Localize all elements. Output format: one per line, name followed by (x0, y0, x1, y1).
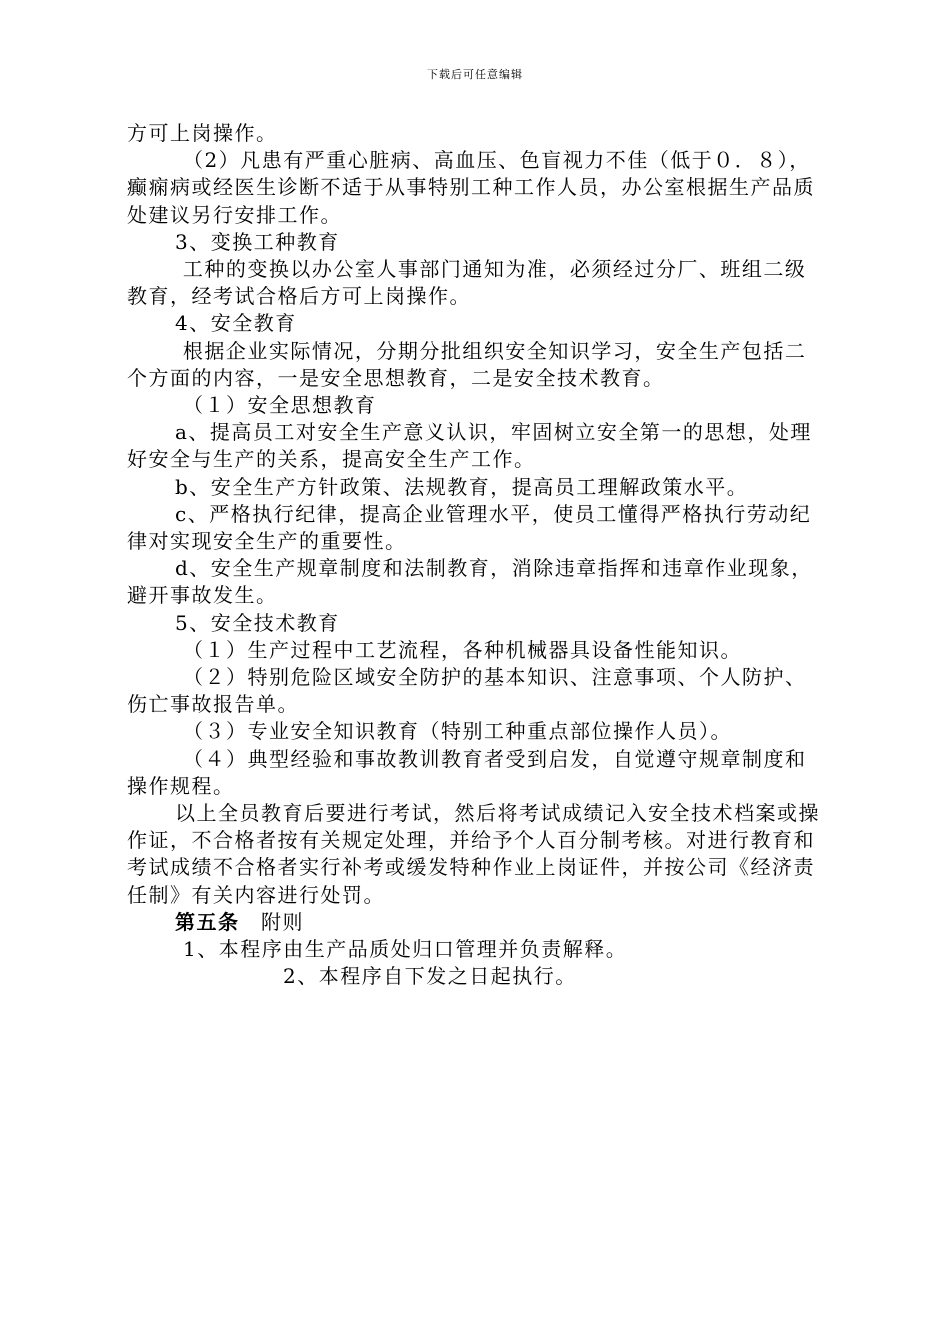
paragraph: （2）凡患有严重心脏病、高血压、色盲视力不佳（低于０．８），癫痫病或经医生诊断不适于从事特别工种工作人员，办公室根据生产品质处建议另行安排工作。 (127, 148, 815, 227)
list-item: （４）典型经验和事故教训教育者受到启发，自觉遵守规章制度和操作规程。 (127, 746, 807, 798)
section-heading: 4、安全教育 (175, 311, 297, 336)
article-title: 附则 (239, 909, 304, 934)
paragraph: 以上全员教育后要进行考试，然后将考试成绩记入安全技术档案或操作证，不合格者按有关规定处理，并给予个人百分制考核。对进行教育和考试成绩不合格者实行补考或缓发特种作业上岗证件，并按公司《经济责任制》有关内容进行处罚。 (127, 801, 820, 907)
paragraph: 方可上岗操作。 (127, 121, 278, 145)
paragraph: 工种的变换以办公室人事部门通知为准，必须经过分厂、班组二级教育，经考试合格后方可上岗操作。 (127, 257, 807, 309)
list-item: （３）专业安全知识教育（特别工种重点部位操作人员）。 (183, 719, 732, 744)
list-item: c、严格执行纪律，提高企业管理水平，使员工懂得严格执行劳动纪律对实现安全生产的重要性。 (127, 501, 812, 554)
article-heading (127, 909, 827, 936)
section-heading: 3、变换工种教育 (175, 229, 340, 254)
article-number: 第五条 (175, 909, 240, 934)
list-item: d、安全生产规章制度和法制教育，消除违章指挥和违章作业现象，避开事故发生。 (127, 556, 813, 608)
list-item: a、提高员工对安全生产意义认识，牢固树立安全第一的思想，处理好安全与生产的关系，提高安全生产工作。 (127, 420, 812, 472)
document-body (127, 120, 827, 991)
list-item: （２）特别危险区域安全防护的基本知识、注意事项、个人防护、伤亡事故报告单。 (127, 665, 807, 717)
list-item: 1、本程序由生产品质处归口管理并负责解释。 (183, 937, 628, 962)
list-item: 2、本程序自下发之日起执行。 (283, 964, 577, 989)
list-item: （１）生产过程中工艺流程，各种机械器具设备性能知识。 (183, 637, 742, 662)
list-item: b、安全生产方针政策、法规教育，提高员工理解政策水平。 (175, 474, 749, 499)
paragraph: 根据企业实际情况，分期分批组织安全知识学习，安全生产包括二个方面的内容，一是安全思想教育，二是安全技术教育。 (127, 338, 807, 390)
page-header: 下载后可任意编辑 (427, 68, 523, 81)
subsection-heading: （１）安全思想教育 (183, 393, 377, 418)
section-heading: 5、安全技术教育 (175, 610, 340, 635)
